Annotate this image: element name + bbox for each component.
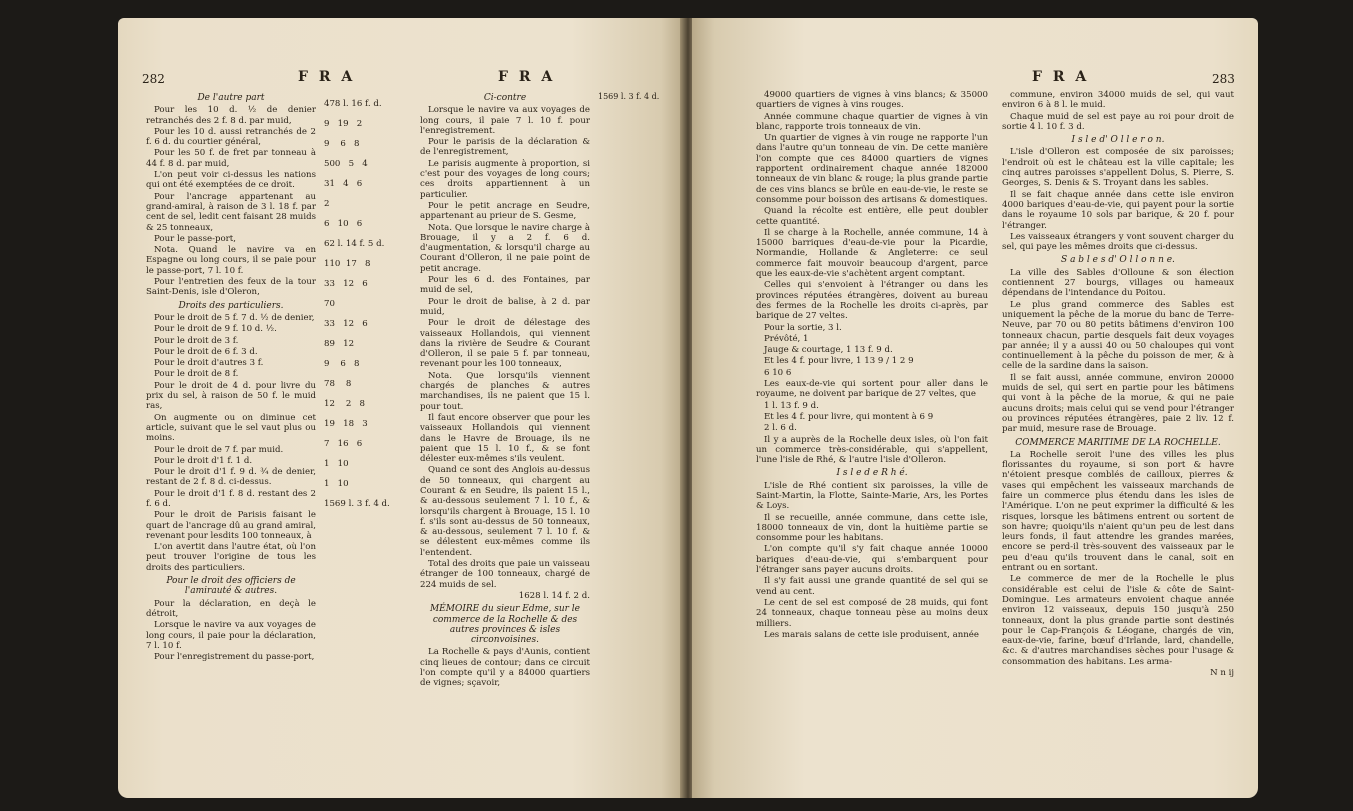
- paragraph: Les marais salans de cette isle produisent, année: [764, 629, 979, 640]
- paragraph: Quand ce sont des Anglois au-dessus de 50 tonneaux, qui chargent au Courant & en Seudre, ils paient 15 l., & au-dessous seulement 7 l. 10 f., & lorsqu'ils chargent à Brouage, 15 l. 10 f. s'ils sont au-dessus de 50 tonneaux, & au-dessous, seulement 7 l. 10 f. & se délestent eux-mêmes comme ils l'entendent.: [420, 465, 590, 558]
- section-heading: Pour le droit des officiers de l'amirauté & autres.: [166, 576, 296, 597]
- amount-column: [324, 94, 414, 514]
- paragraph: Pour les 10 d. aussi retranchés de 2 f. 6 d. du courtier général,: [146, 126, 316, 148]
- page-number: 283: [1212, 72, 1235, 86]
- paragraph: Pour l'ancrage appartenant au grand-amiral, à raison de 3 l. 18 f. par cent de sel, ledit cent faisant 28 muids & 25 tonneaux,: [146, 191, 316, 233]
- running-head: F R A: [298, 69, 356, 85]
- total-amount: 1628 l. 14 f. 2 d.: [518, 590, 590, 601]
- section-heading: I s l e d e R h é.: [836, 468, 908, 479]
- section-heading: I s l e d' O l l e r o n.: [1071, 135, 1165, 146]
- tariff-line: 1 l. 13 f. 9 d.: [764, 400, 819, 411]
- amount: 33 12 6: [324, 279, 368, 289]
- paragraph: Total des droits que paie un vaisseau étranger de 100 tonneaux, chargé de 224 muids de sel.: [420, 559, 590, 590]
- amount: 500 5 4: [324, 159, 368, 169]
- paragraph: Pour le droit d'1 f. 9 d. ¾ de denier, restant de 2 f. 8 d. ci-dessus.: [146, 467, 316, 488]
- paragraph: Il se fait aussi, année commune, environ 20000 muids de sel, qui sert en partie pour les bâtimens qui vont à la pêche de la morue, & qui ne paie aucuns droits; mais celui qui se vend pour l'étranger ou provinces réputées étrangères, paie 2 liv. 12 f. par muid, mesure rase de Brouage.: [1002, 372, 1234, 435]
- amount: 9 19 2: [324, 119, 363, 129]
- paragraph: Il se charge à la Rochelle, année commune, 14 à 15000 barriques d'eau-de-vie pour la Picardie, Normandie, Hollande & Angleterre: ce seul commerce fait mouvoir beaucoup d'argent, parce que les eaux-de-vie s'achètent argent comptant.: [756, 227, 988, 280]
- paragraph: Pour le petit ancrage en Seudre, appartenant au prieur de S. Gesme,: [420, 200, 590, 222]
- paragraph: Nota. Que lorsqu'ils viennent chargés de planches & autres marchandises, ils ne paient que 15 l. pour tout.: [420, 370, 590, 412]
- paragraph: Nota. Quand le navire va en Espagne ou long cours, il se paie pour le passe-port, 7 l. 10 f.: [146, 245, 316, 276]
- section-heading: Droits des particuliers.: [178, 300, 284, 311]
- paragraph: Pour l'entretien des feux de la tour Saint-Denis, isle d'Oleron,: [146, 277, 316, 298]
- amount: 478 l. 16 f. d.: [324, 99, 382, 109]
- amount: 12 2 8: [324, 399, 365, 409]
- right-page: [692, 18, 1258, 798]
- paragraph: La Rochelle seroit l'une des villes les plus florissantes du royaume, si son port & havre n'étoient presque comblés de cailloux, pierres & vases qui empêchent les vaisseaux marchands de faire un commerce plus étendu dans les isles de l'Amérique. L'on ne peut exprimer la difficulté & les risques, lorsque les bâtimens entrent ou sortent de son havre; quoiqu'ils n'aient qu'un peu de lest dans leurs fonds, il faut attendre les grandes marées, encore se perd-il très-souvent des vaisseaux par le peu d'eau qu'ils trouvent dans le canal, soit en entrant ou en sortant.: [1002, 449, 1234, 574]
- left-page: [118, 18, 684, 798]
- paragraph: Pour le droit d'1 f. 8 d. restant des 2 f. 6 d.: [146, 488, 316, 509]
- paragraph: L'on peut voir ci-dessus les nations qui ont été exemptées de ce droit.: [146, 170, 316, 191]
- amount: 9 6 8: [324, 359, 360, 369]
- paragraph: Celles qui s'envoient à l'étranger ou dans les provinces réputées étrangères, doivent au bureau des fermes de la Rochelle les droits ci-après, par barique de 27 veltes.: [756, 280, 988, 322]
- amount: 7 16 6: [324, 439, 363, 449]
- tariff-line: Prévôté, 1: [764, 333, 809, 344]
- paragraph: L'on avertit dans l'autre état, où l'on peut trouver l'origine de tous les droits des particuliers.: [146, 542, 316, 573]
- tariff-line: Et les 4 f. pour livre, qui montent à 6 9: [764, 411, 934, 422]
- running-head-secondary: F R A: [498, 69, 556, 85]
- paragraph: La Rochelle & pays d'Aunis, contient cinq lieues de contour; dans ce circuit l'on compte qu'il y a 84000 quartiers de vignes; sçavoir,: [420, 647, 590, 689]
- paragraph: Le parisis augmente à proportion, si c'est pour des voyages de long cours; ces droits appartiennent à un particulier.: [420, 158, 590, 200]
- paragraph: Pour le droit de 9 f. 10 d. ½.: [154, 324, 277, 335]
- paragraph: Pour les 10 d. ½ de denier retranchés des 2 f. 8 d. par muid,: [146, 105, 316, 126]
- paragraph: La ville des Sables d'Olloune & son élection contiennent 27 bourgs, villages ou hameaux dépendans de l'intendance du Poitou.: [1002, 267, 1234, 299]
- tariff-line: Et les 4 f. pour livre, 1 13 9 / 1 2 9: [764, 356, 914, 367]
- section-heading: De l'autre part: [197, 93, 265, 103]
- right-column-1: [756, 90, 988, 641]
- paragraph: Pour les 6 d. des Fontaines, par muid de sel,: [420, 275, 590, 296]
- paragraph: Pour le droit de 6 f. 3 d.: [154, 346, 258, 357]
- amount: 31 4 6: [324, 179, 363, 189]
- amount: 2: [324, 199, 330, 209]
- running-head: F R A: [1032, 69, 1090, 85]
- amount: 70: [324, 299, 335, 309]
- paragraph: Le plus grand commerce des Sables est uniquement la pêche de la morue du banc de Terre-Neuve, par 70 ou 80 petits bâtimens d'environ 100 tonneaux chacun, partie desquels fait deux voyages par année; il y a aussi 40 ou 50 chaloupes qui vont continuellement à la pêche du poisson de mer, & à celle de la sardine dans la saison.: [1002, 299, 1234, 372]
- paragraph: Pour le droit de 8 f.: [154, 369, 239, 380]
- section-heading: Ci-contre: [483, 93, 527, 103]
- paragraph: Lorsque le navire va aux voyages de long cours, il paie 7 l. 10 f. pour l'enregistrement.: [420, 105, 590, 136]
- tariff-line: 2 l. 6 d.: [764, 423, 797, 434]
- paragraph: Pour la déclaration, en deçà le détroit,: [146, 598, 316, 619]
- paragraph: L'isle de Rhé contient six paroisses, la ville de Saint-Martin, la Flotte, Sainte-Marie, Ars, les Portes & Loys.: [756, 480, 988, 512]
- paragraph: Pour l'enregistrement du passe-port,: [154, 652, 315, 663]
- memoire-title: MÉMOIRE du sieur Edme, sur le commerce de la Rochelle & des autres provinces & isles circonvoisines.: [429, 604, 581, 646]
- open-book: [118, 18, 1258, 798]
- paragraph: L'isle d'Olleron est composée de six paroisses; l'endroit où est le château est la ville capitale; les cinq autres paroisses s'appellent Dolus, S. Pierre, S. Georges, S. Denis & S. Troyant dans les sables.: [1002, 147, 1234, 189]
- amount: 1569 l. 3 f. 4 d.: [324, 499, 390, 509]
- amount: 1 10: [324, 479, 349, 489]
- amount: 19 18 3: [324, 419, 368, 429]
- paragraph: Pour le droit de délestage des vaisseaux Hollandois, qui viennent dans la rivière de Seudre & Courant d'Olleron, il se paie 5 f. par tonneau, revenant pour les 100 tonneaux,: [420, 318, 590, 370]
- tariff-line: 6 10 6: [764, 367, 792, 378]
- paragraph: Les vaisseaux étrangers y vont souvent charger du sel, qui paye les mêmes droits que ci-dessus.: [1002, 231, 1234, 253]
- paragraph: Il se recueille, année commune, dans cette isle, 18000 tonneaux de vin, dont la huitième partie se consomme pour les habitans.: [756, 512, 988, 544]
- amount: 110 17 8: [324, 259, 371, 269]
- left-column-1: [146, 90, 316, 663]
- paragraph: Pour le droit de Parisis faisant le quart de l'ancrage dû au grand amiral, revenant pour lesdits 100 tonneaux, à: [146, 510, 316, 541]
- paragraph: Le cent de sel est composé de 28 muids, qui font 24 tonneaux, chaque tonneau pèse au moins deux milliers.: [756, 597, 988, 629]
- left-column-2: [420, 90, 590, 690]
- paragraph: Pour le droit de 5 f. 7 d. ½ de denier,: [154, 312, 315, 323]
- amount: 1 10: [324, 459, 349, 469]
- paragraph: Pour les 50 f. de fret par tonneau à 44 f. 8 d. par muid,: [146, 148, 316, 169]
- amount: 62 l. 14 f. 5 d.: [324, 239, 385, 249]
- section-heading: S a b l e s d' O l l o n n e.: [1061, 255, 1175, 266]
- paragraph: Les eaux-de-vie qui sortent pour aller dans le royaume, ne doivent par barique de 27 veltes, que: [756, 379, 988, 400]
- paragraph: Pour le droit de 3 f.: [154, 335, 239, 346]
- paragraph: On augmente ou on diminue cet article, suivant que le sel vaut plus ou moins.: [146, 412, 316, 444]
- page-number: 282: [142, 72, 165, 86]
- paragraph: L'on compte qu'il s'y fait chaque année 10000 bariques d'eau-de-vie, qui s'embarquent pour l'étranger sans payer aucuns droits.: [756, 544, 988, 576]
- paragraph: Lorsque le navire va aux voyages de long cours, il paie pour la déclaration, 7 l. 10 f.: [146, 620, 316, 651]
- paragraph: Pour le droit de 7 f. par muid.: [154, 444, 284, 455]
- paragraph: commune, environ 34000 muids de sel, qui vaut environ 6 à 8 l. le muid.: [1002, 90, 1234, 111]
- paragraph: Il se fait chaque année dans cette isle environ 4000 bariques d'eau-de-vie, qui payent pour la sortie dans le royaume 10 sols par barique, & 20 f. pour l'étranger.: [1002, 189, 1234, 231]
- paragraph: Nota. Que lorsque le navire charge à Brouage, il y a 2 f. 6 d. d'augmentation, & lorsqu'il charge au Courant d'Olleron, il ne paie point de petit ancrage.: [420, 222, 590, 274]
- amount: 33 12 6: [324, 319, 368, 329]
- paragraph: Pour le droit de balise, à 2 d. par muid,: [420, 296, 590, 317]
- paragraph: Un quartier de vignes à vin rouge ne rapporte l'un dans l'autre qu'un tonneau de vin. De cette manière l'on compte que ces 84000 quartiers de vignes rapportent ordinairement chaque année 182000 tonneaux de vin blanc & rouge; la plus grande partie de ces vins blancs se brûle en eau-de-vie, le reste se consomme pour boisson des artisans & domestiques.: [756, 133, 988, 205]
- carried-total: 1569 l. 3 f. 4 d.: [598, 92, 660, 101]
- paragraph: Chaque muid de sel est paye au roi pour droit de sortie 4 l. 10 f. 3 d.: [1002, 111, 1234, 132]
- paragraph: Pour le passe-port,: [154, 233, 236, 244]
- amount: 6 10 6: [324, 219, 363, 229]
- paragraph: Il faut encore observer que pour les vaisseaux Hollandois qui viennent dans le Havre de Brouage, ils ne paient que 15 l. 10 f., & se font délester eux-mêmes s'ils veulent.: [420, 412, 590, 465]
- section-heading: COMMERCE MARITIME DE LA ROCHELLE.: [1015, 437, 1221, 448]
- paragraph: Pour le droit d'1 f. 1 d.: [154, 455, 253, 466]
- amount: 9 6 8: [324, 139, 360, 149]
- paragraph: 49000 quartiers de vignes à vins blancs; & 35000 quartiers de vignes à vins rouges.: [756, 90, 988, 111]
- paragraph: Quand la récolte est entière, elle peut doubler cette quantité.: [756, 206, 988, 227]
- paragraph: Année commune chaque quartier de vignes à vin blanc, rapporte trois tonneaux de vin.: [756, 111, 988, 132]
- signature-mark: N n ij: [1210, 668, 1234, 679]
- amount: 78 8: [324, 379, 352, 389]
- paragraph: Pour le droit d'autres 3 f.: [154, 358, 264, 369]
- paragraph: Pour le parisis de la déclaration & de l'enregistrement,: [420, 137, 590, 158]
- paragraph: Le commerce de mer de la Rochelle le plus considérable est celui de l'isle & côte de Saint-Domingue. Les armateurs envoient chaque année environ 12 vaisseaux, depuis 150 jusqu'à 250 tonneaux, dont la plus grande partie sont destinés pour le Cap-François & Léogane, chargés de vin, eaux-de-vie, farine, bœuf d'Irlande, lard, chandelle, &c. & d'autres marchandises sèches pour l'usage & consommation des habitans. Les arma-: [1002, 574, 1234, 667]
- tariff-line: Pour la sortie, 3 l.: [764, 322, 842, 333]
- paragraph: Il s'y fait aussi une grande quantité de sel qui se vend au cent.: [756, 576, 988, 597]
- amount: 89 12: [324, 339, 355, 349]
- paragraph: Il y a auprès de la Rochelle deux isles, où l'on fait un commerce très-considérable, qui s'appellent, l'une l'isle de Rhé, & l'autre l'isle d'Olleron.: [756, 434, 988, 466]
- tariff-line: Jauge & courtage, 1 13 f. 9 d.: [764, 345, 893, 356]
- right-column-2: [1002, 90, 1234, 679]
- paragraph: Pour le droit de 4 d. pour livre du prix du sel, à raison de 50 f. le muid ras,: [146, 380, 316, 412]
